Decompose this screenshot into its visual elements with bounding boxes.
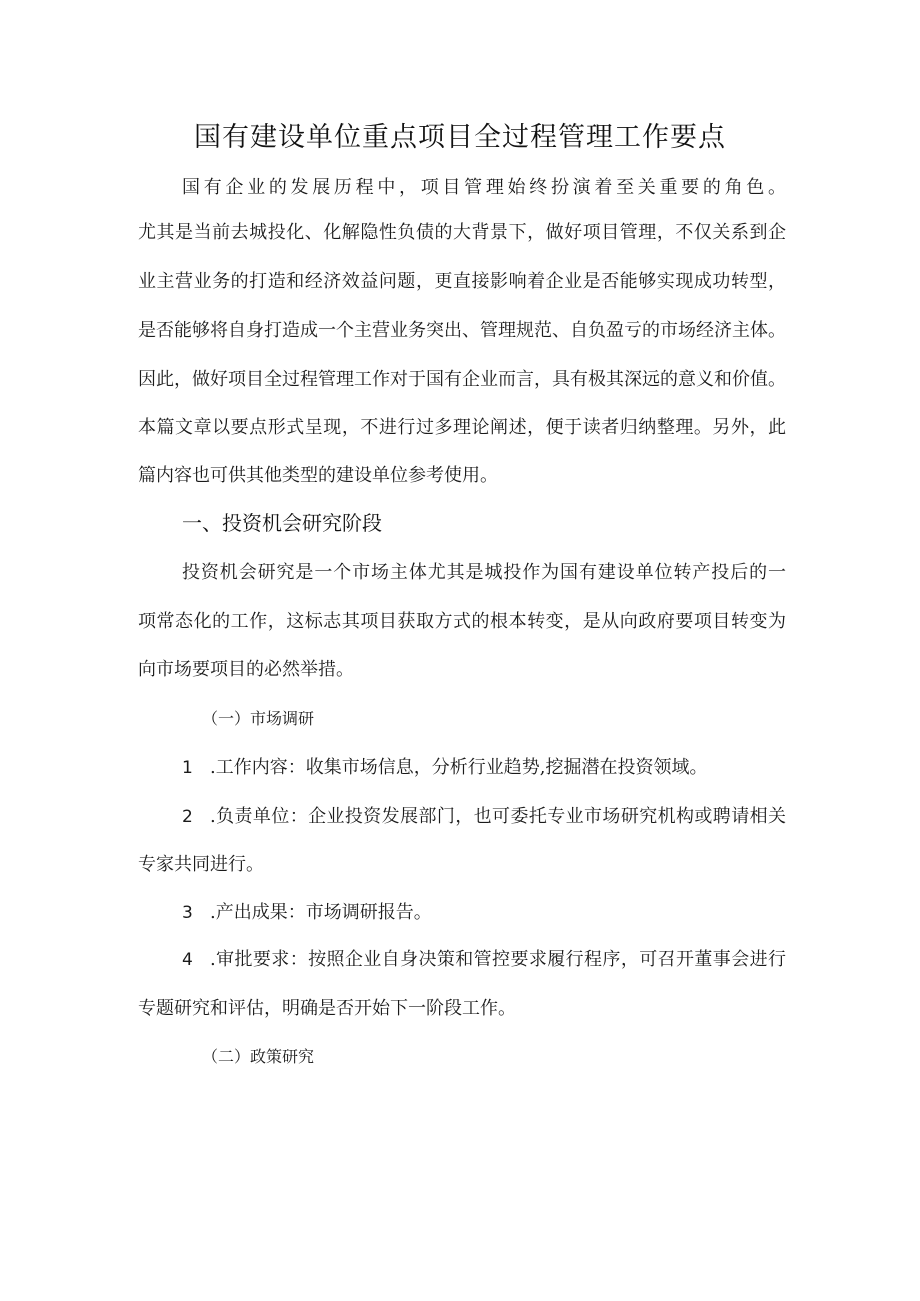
intro-line-1: 国有企业的发展历程中，项目管理始终扮演着至关重要的角色。	[182, 177, 786, 198]
subsection-heading-policy: （二）政策研究	[202, 1047, 315, 1066]
subsection-heading-market: （一）市场调研	[202, 709, 315, 728]
item-number: 3	[182, 903, 193, 923]
section-para-line-2: 项常态化的工作，这标志其项目获取方式的根本转变，是从向政府要项目转变为	[138, 611, 786, 632]
document-title: 国有建设单位重点项目全过程管理工作要点	[194, 122, 726, 153]
list-item	[182, 901, 786, 925]
section-para-line-1: 投资机会研究是一个市场主体尤其是城投作为国有建设单位转产投后的一	[182, 562, 786, 583]
item-number: 2	[182, 807, 193, 827]
section-heading: 一、投资机会研究阶段	[182, 511, 382, 535]
list-item	[182, 805, 786, 829]
intro-line-5: 因此，做好项目全过程管理工作对于国有企业而言，具有极其深远的意义和价值。	[138, 369, 786, 390]
section-para-line-3: 向市场要项目的必然举措。	[138, 659, 354, 680]
item-continuation: 专题研究和评估，明确是否开始下一阶段工作。	[138, 998, 516, 1019]
item-number: 4	[182, 950, 193, 970]
intro-line-4: 是否能够将自身打造成一个主营业务突出、管理规范、自负盈亏的市场经济主体。	[138, 320, 786, 341]
item-continuation: 专家共同进行。	[138, 854, 264, 875]
item-text: .产出成果：市场调研报告。	[210, 902, 432, 923]
item-text: .负责单位：企业投资发展部门，也可委托专业市场研究机构或聘请相关	[210, 806, 786, 827]
intro-line-6: 本篇文章以要点形式呈现，不进行过多理论阐述，便于读者归纳整理。另外，此	[138, 417, 786, 438]
item-number: 1	[182, 758, 193, 778]
item-text: .审批要求：按照企业自身决策和管控要求履行程序，可召开董事会进行	[210, 949, 786, 970]
item-text: .工作内容：收集市场信息，分析行业趋势,挖掘潜在投资领域。	[210, 757, 708, 778]
list-item	[182, 948, 786, 972]
intro-line-7: 篇内容也可供其他类型的建设单位参考使用。	[138, 465, 498, 486]
intro-line-3: 业主营业务的打造和经济效益问题，更直接影响着企业是否能够实现成功转型，	[138, 271, 786, 292]
intro-line-2: 尤其是当前去城投化、化解隐性负债的大背景下，做好项目管理，不仅关系到企	[138, 222, 786, 243]
list-item	[182, 756, 786, 780]
